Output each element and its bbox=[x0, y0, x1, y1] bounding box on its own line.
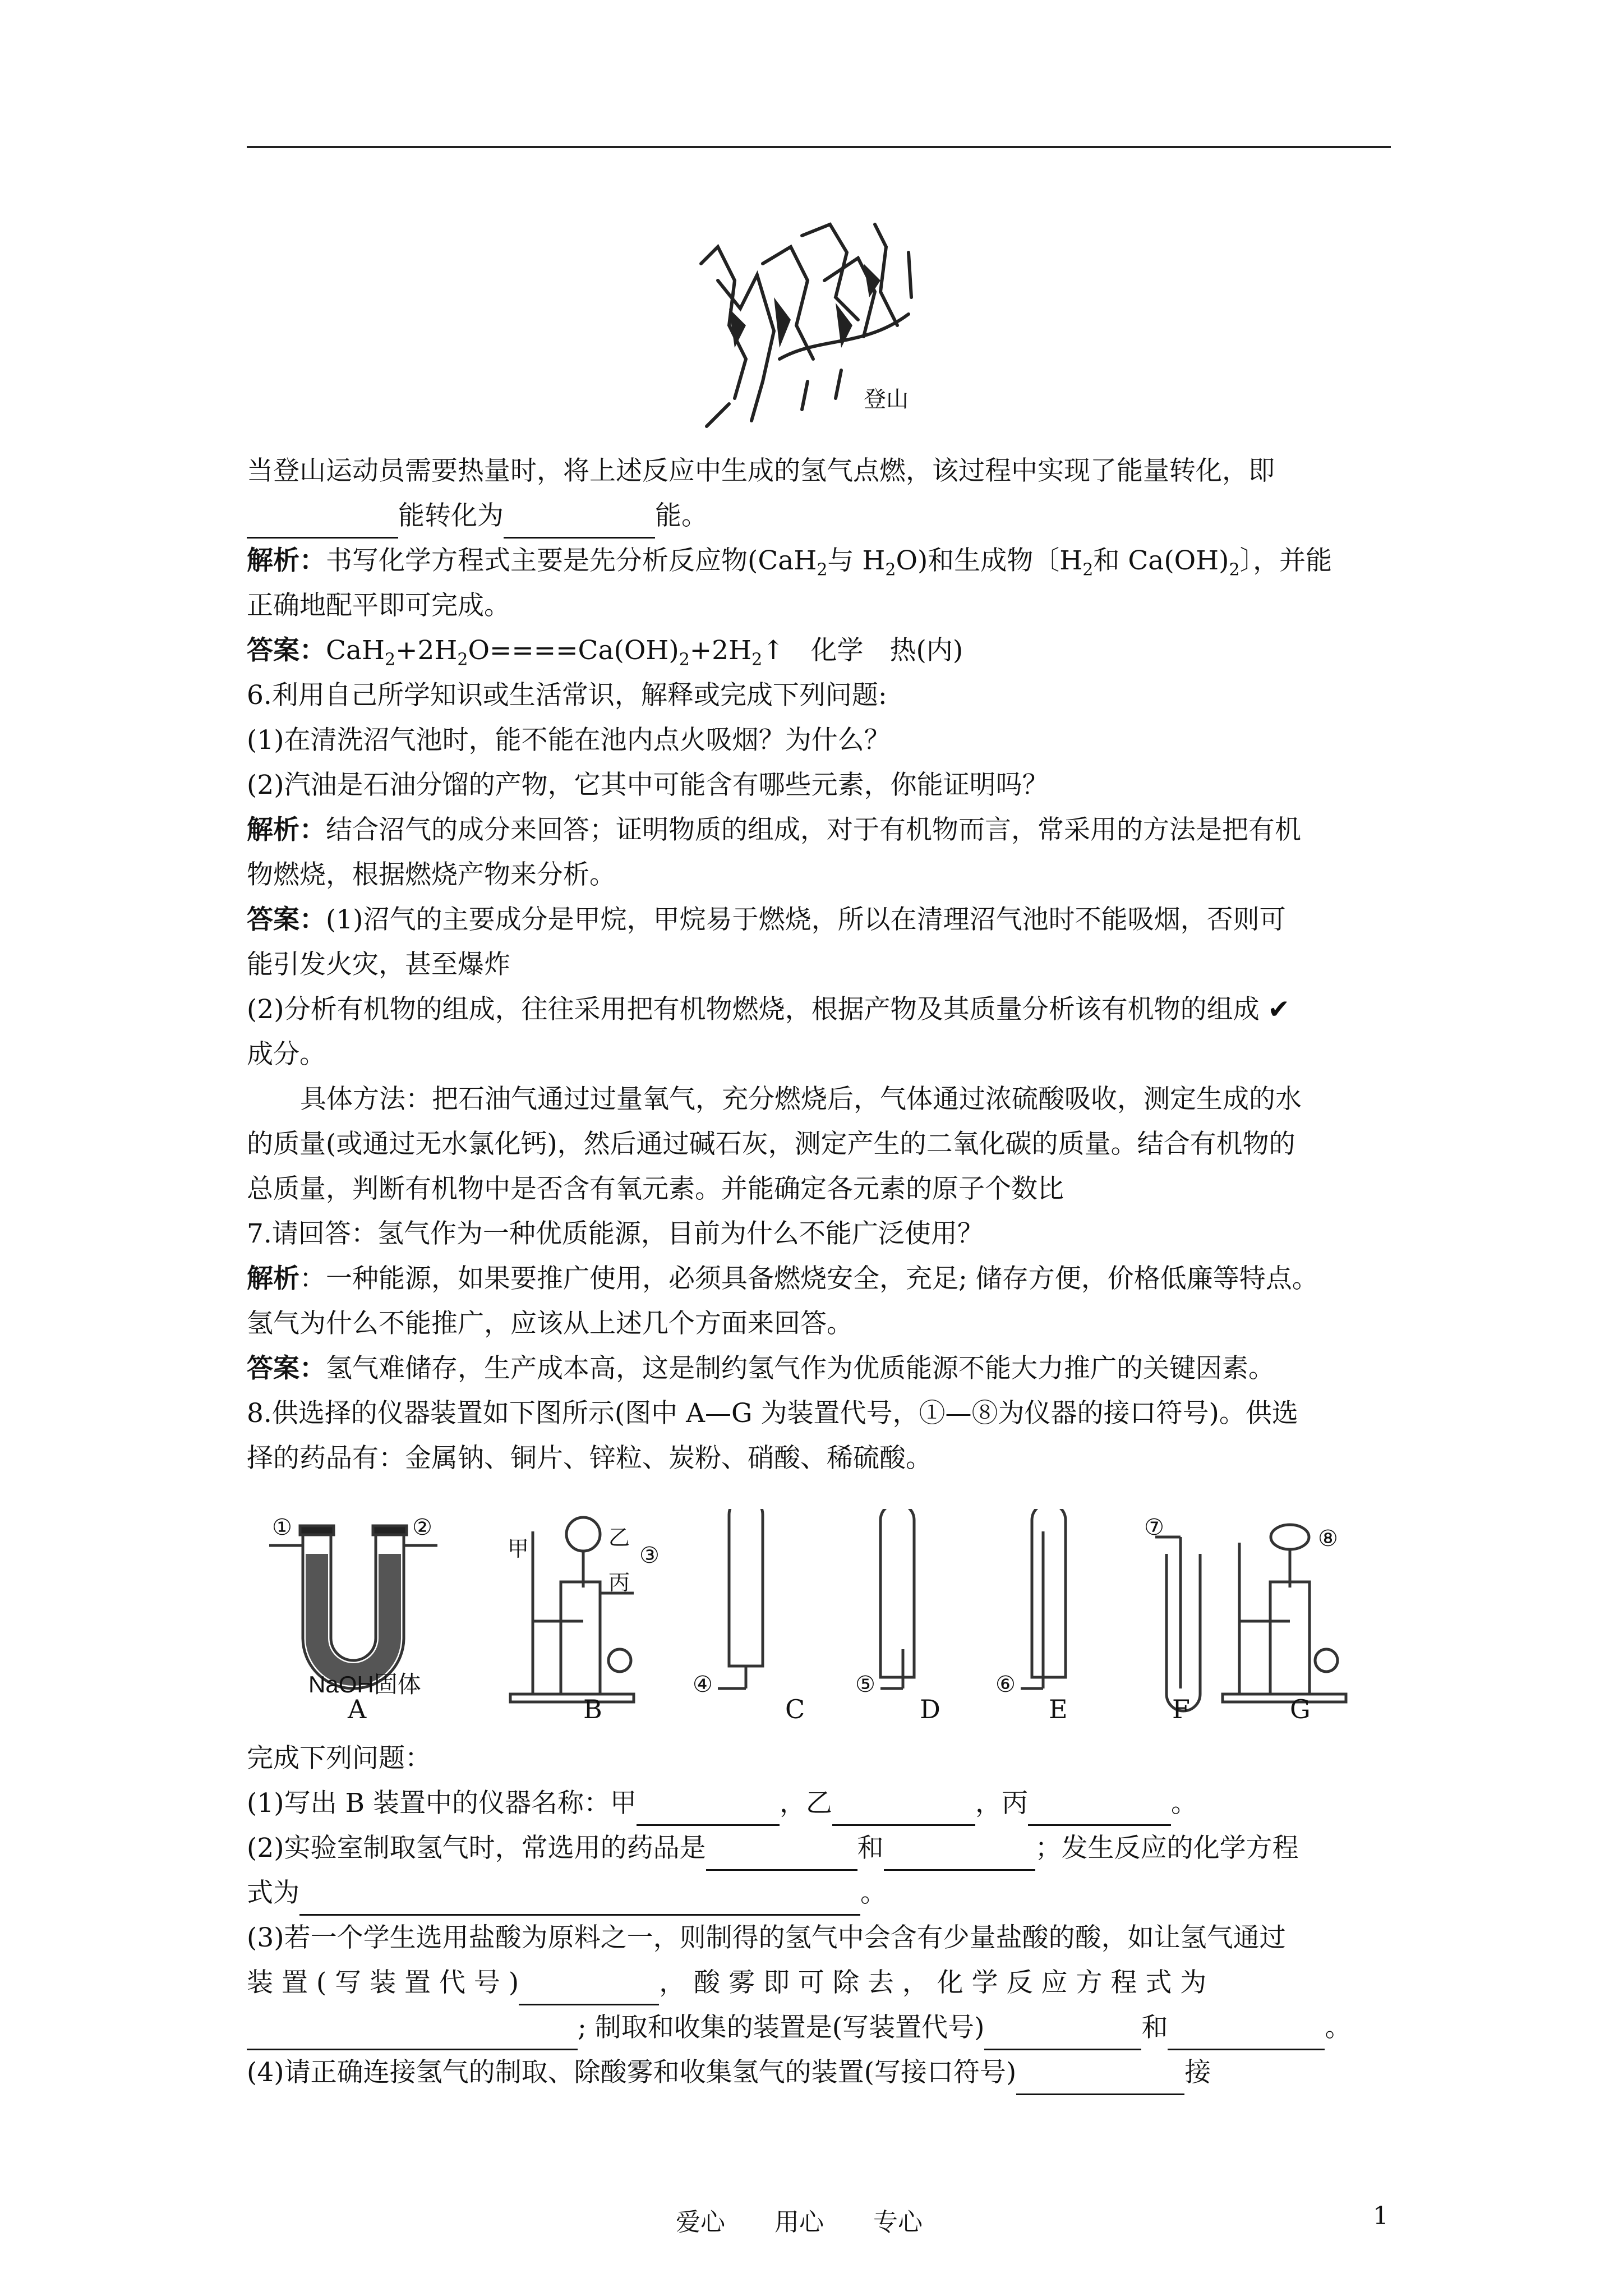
apparatus-label-a: A bbox=[348, 1694, 367, 1724]
text-line: (4)请正确连接氢气的制取、除酸雾和收集氢气的装置(写接口符号) 接 bbox=[247, 2050, 1391, 2095]
text-line: 物燃烧，根据燃烧产物来分析。 bbox=[247, 859, 616, 890]
text-line: 解析：一种能源，如果要推广使用，必须具备燃烧安全，充足; 储存方便，价格低廉等特点。 bbox=[247, 1263, 1318, 1294]
text-block-1 bbox=[247, 449, 1391, 1481]
page-number: 1 bbox=[1373, 2202, 1389, 2230]
label-jia: 甲 bbox=[508, 1536, 529, 1561]
text-line: 装 置 ( 写 装 置 代 号 ) ， 酸 雾 即 可 除 去 ， 化 学 反 应 方 程 式 为 bbox=[247, 1961, 1391, 2005]
apparatus-label-b: B bbox=[583, 1694, 602, 1724]
text-line: 解析：结合沼气的成分来回答；证明物质的组成，对于有机物而言，常采用的方法是把有机 bbox=[247, 815, 1301, 845]
blank bbox=[247, 503, 398, 539]
text-line: 总质量，判断有机物中是否含有氧元素。并能确定各元素的原子个数比 bbox=[247, 1174, 1064, 1204]
apparatus-figure bbox=[269, 1509, 1368, 1728]
text-line: 具体方法：把石油气通过过量氧气，充分燃烧后，气体通过浓硫酸吸收，测定生成的水 bbox=[300, 1084, 1302, 1115]
text-line: 择的药品有：金属钠、铜片、锌粒、炭粉、硝酸、稀硫酸。 bbox=[247, 1443, 932, 1474]
blank bbox=[706, 1835, 857, 1871]
blank bbox=[1168, 2015, 1325, 2050]
check-mark-icon: ✔ bbox=[1267, 994, 1290, 1025]
text-line: 式为 。 bbox=[247, 1871, 1391, 1916]
apparatus-label-g: G bbox=[1290, 1694, 1311, 1724]
label-yi: 乙 bbox=[608, 1525, 630, 1550]
text-line: 7.请回答：氢气作为一种优质能源，目前为什么不能广泛使用？ bbox=[247, 1218, 984, 1249]
port-8: ⑧ bbox=[1318, 1526, 1338, 1552]
blank bbox=[1016, 2060, 1184, 2095]
apparatus-label-c: C bbox=[785, 1694, 805, 1724]
text-line: (3)若一个学生选用盐酸为原料之一，则制得的氢气中会含有少量盐酸的酸，如让氢气通过 bbox=[247, 1922, 1286, 1953]
text-line: 答案：氢气难储存，生产成本高，这是制约氢气作为优质能源不能大力推广的关键因素。 bbox=[247, 1353, 1275, 1384]
text-line: 答案：$CaH_2+2H_2O====Ca(OH)_2+2H_2↑$ 化学 热(内) bbox=[247, 635, 963, 670]
apparatus-label-f: F bbox=[1172, 1694, 1190, 1724]
text-line: 6.利用自己所学知识或生活常识，解释或完成下列问题: bbox=[247, 680, 887, 711]
text-line: ; 制取和收集的装置是(写装置代号) 和 。 bbox=[247, 2005, 1391, 2050]
text-line: 当登山运动员需要热量时，将上述反应中生成的氢气点燃，该过程中实现了能量转化，即 bbox=[247, 455, 1275, 486]
text-line: (2)汽油是石油分馏的产物，它其中可能含有哪些元素，你能证明吗？ bbox=[247, 770, 1049, 800]
blank bbox=[637, 1791, 780, 1826]
blank bbox=[519, 1970, 659, 2005]
text-block-2 bbox=[247, 1736, 1391, 2095]
blank bbox=[832, 1791, 975, 1826]
climbing-figure bbox=[695, 213, 937, 438]
apparatus-label-e: E bbox=[1049, 1694, 1068, 1724]
text-line: 能引发火灾，甚至爆炸 bbox=[247, 949, 510, 980]
header-rule bbox=[247, 146, 1391, 148]
blank bbox=[299, 1880, 860, 1916]
port-2: ② bbox=[412, 1515, 432, 1540]
port-1: ① bbox=[272, 1515, 292, 1540]
text-line: 的质量(或通过无水氯化钙)，然后通过碱石灰，测定产生的二氧化碳的质量。结合有机物的 bbox=[247, 1129, 1295, 1159]
naoh-label: NaOH固体 bbox=[308, 1671, 421, 1697]
blank bbox=[504, 503, 655, 539]
text-line: 能转化为 能。 bbox=[247, 494, 1391, 539]
figure-caption: 登山 bbox=[864, 386, 909, 412]
blank bbox=[247, 2015, 578, 2050]
text-line: (2)实验室制取氢气时，常选用的药品是 和 ；发生反应的化学方程 bbox=[247, 1826, 1391, 1871]
port-7: ⑦ bbox=[1144, 1515, 1164, 1540]
text-line: 答案：(1)沼气的主要成分是甲烷，甲烷易于燃烧，所以在清理沼气池时不能吸烟，否则可 bbox=[247, 904, 1286, 935]
blank bbox=[984, 2015, 1141, 2050]
text-line: (1)写出 B 装置中的仪器名称：甲 ，乙 ，丙 。 bbox=[247, 1781, 1391, 1826]
port-6: ⑥ bbox=[995, 1672, 1016, 1697]
text-line: 成分。 bbox=[247, 1039, 326, 1070]
port-4: ④ bbox=[693, 1672, 713, 1697]
apparatus-label-d: D bbox=[920, 1694, 940, 1724]
port-3: ③ bbox=[639, 1543, 660, 1568]
text-line: (1)在清洗沼气池时，能不能在池内点火吸烟？为什么？ bbox=[247, 725, 891, 756]
text-line: 完成下列问题： bbox=[247, 1743, 431, 1774]
blank bbox=[1028, 1791, 1171, 1826]
text-line: 氢气为什么不能推广，应该从上述几个方面来回答。 bbox=[247, 1308, 853, 1339]
port-5: ⑤ bbox=[855, 1672, 875, 1697]
label-bing: 丙 bbox=[608, 1570, 630, 1595]
text-line: 正确地配平即可完成。 bbox=[247, 590, 510, 621]
lab-apparatus-diagram bbox=[269, 1509, 1368, 1728]
text-line: 解析：书写化学方程式主要是先分析反应物(CaH$_2$与 $H_2O$)和生成物〔$H_2$和 $Ca(OH)_2$〕，并能 bbox=[247, 545, 1332, 580]
text-line: 8.供选择的仪器装置如下图所示(图中 A—G 为装置代号，①—⑧为仪器的接口符号)。供选 bbox=[247, 1398, 1298, 1429]
blank bbox=[884, 1835, 1035, 1871]
text-line: (2)分析有机物的组成，往往采用把有机物燃烧，根据产物及其质量分析该有机物的组成 ✔ bbox=[247, 994, 1290, 1025]
footer-slogan: 爱心 用心 专心 bbox=[676, 2208, 923, 2237]
